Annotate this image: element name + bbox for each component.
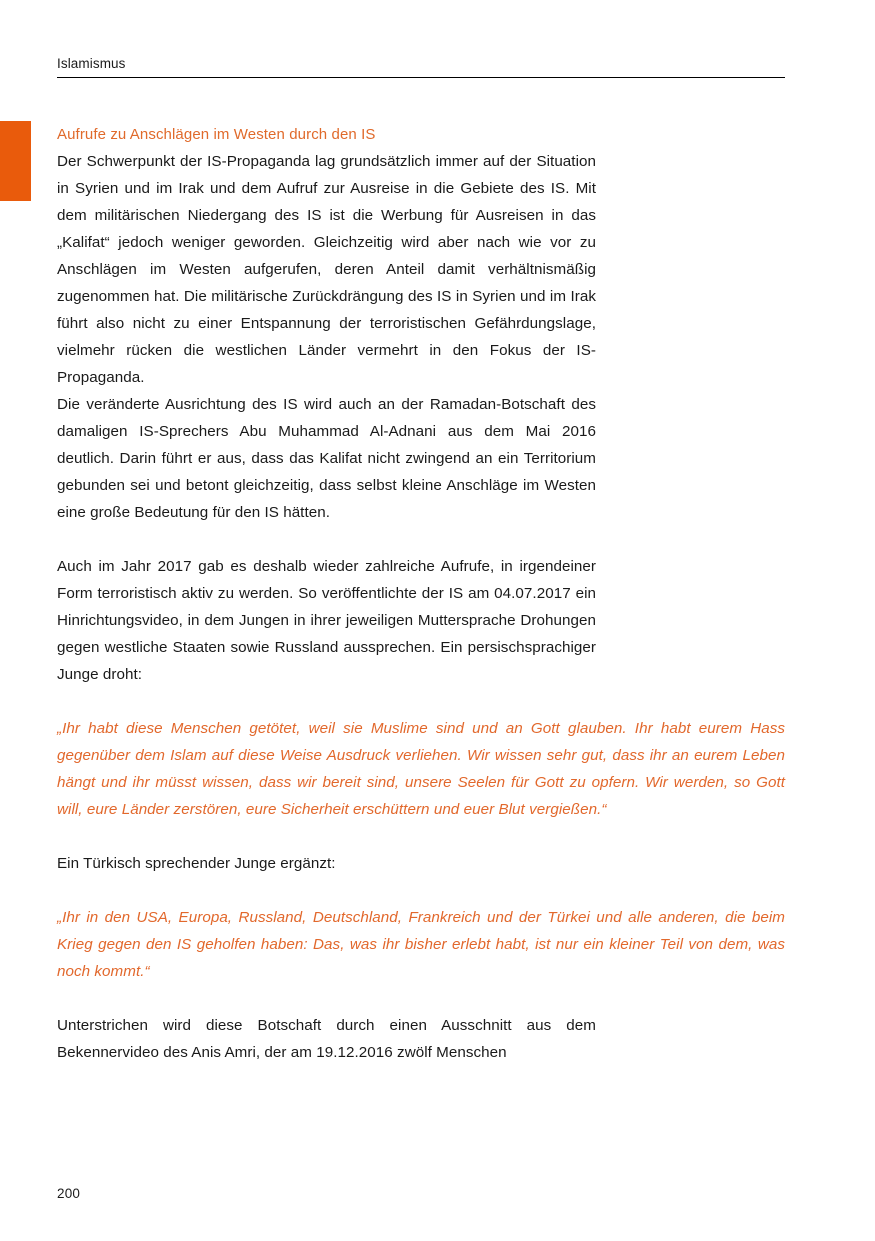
page-number: 200 [57, 1186, 81, 1201]
quote-spacer-3 [57, 877, 785, 904]
chapter-thumb-index-tab [0, 121, 31, 201]
section-heading: Aufrufe zu Anschlägen im Westen durch den IS [57, 126, 376, 143]
page-content [57, 121, 785, 1066]
body-paragraph-closing: Unterstrichen wird diese Botschaft durch einen Ausschnitt aus dem Bekennervideo des Anis Amri, der am 19.12.2016 zwölf Menschen [57, 1017, 596, 1061]
quote-intro-2: Ein Türkisch sprechender Junge ergänzt: [57, 855, 336, 872]
running-head-rule [57, 77, 785, 78]
pull-quote-2: „Ihr in den USA, Europa, Russland, Deutschland, Frankreich und der Türkei und alle anderen, die beim Krieg gegen den IS geholfen haben: Das, was ihr bisher erlebt habt, ist nur ein kleiner Teil von dem, was noch kommt.“ [57, 909, 785, 980]
pull-quote-1: „Ihr habt diese Menschen getötet, weil sie Muslime sind und an Gott glauben. Ihr habt eurem Hass gegenüber dem Islam auf diese Weise Ausdruck verliehen. Wir wissen sehr gut, dass ihr an eurem Leben hängt und ihr müsst wissen, dass wir bereit sind, unsere Seelen für Gott zu opfern. Wir werden, so Gott will, eure Länder zerstören, eure Sicherheit erschüttern und euer Blut vergießen.“ [57, 720, 785, 818]
body-paragraph-2: Die veränderte Ausrichtung des IS wird auch an der Ramadan-Botschaft des damaligen IS-Sprechers Abu Muhammad Al-Adnani aus dem Mai 2016 deutlich. Darin führt er aus, dass das Kalifat nicht zwingend an ein Territorium gebunden sei und betont gleichzeitig, dass selbst kleine Anschläge im Westen eine große Bedeutung für den IS hätten. [57, 396, 596, 521]
body-paragraph-1: Der Schwerpunkt der IS-Propaganda lag grundsätzlich immer auf der Situation in Syrien und im Irak und dem Aufruf zur Ausreise in die Gebiete des IS. Mit dem militärischen Niedergang des IS ist die Werbung für Ausreisen in das „Kalifat“ jedoch weniger geworden. Gleichzeitig wird aber nach wie vor zu Anschlägen im Westen aufgerufen, deren Anteil damit verhältnismäßig zugenommen hat. Die militärische Zurückdrängung des IS in Syrien und im Irak führt also nicht zu einer Entspannung der terroristischen Gefährdungslage, vielmehr rücken die westlichen Länder vermehrt in den Fokus der IS-Propaganda. [57, 153, 596, 386]
body-paragraph-3: Auch im Jahr 2017 gab es deshalb wieder zahlreiche Aufrufe, in irgendeiner Form terroristisch aktiv zu werden. So veröffentlichte der IS am 04.07.2017 ein Hinrichtungsvideo, in dem Jungen in ihrer jeweiligen Muttersprache Drohungen gegen westliche Staaten sowie Russland aussprechen. Ein persischsprachiger Junge droht: [57, 558, 596, 683]
quote-spacer-2 [57, 823, 785, 850]
running-head [57, 55, 785, 78]
quote-spacer-4 [57, 985, 785, 1012]
running-head-label: Islamismus [57, 56, 126, 71]
paragraph-spacer-1 [57, 526, 785, 553]
quote-spacer-1 [57, 688, 785, 715]
